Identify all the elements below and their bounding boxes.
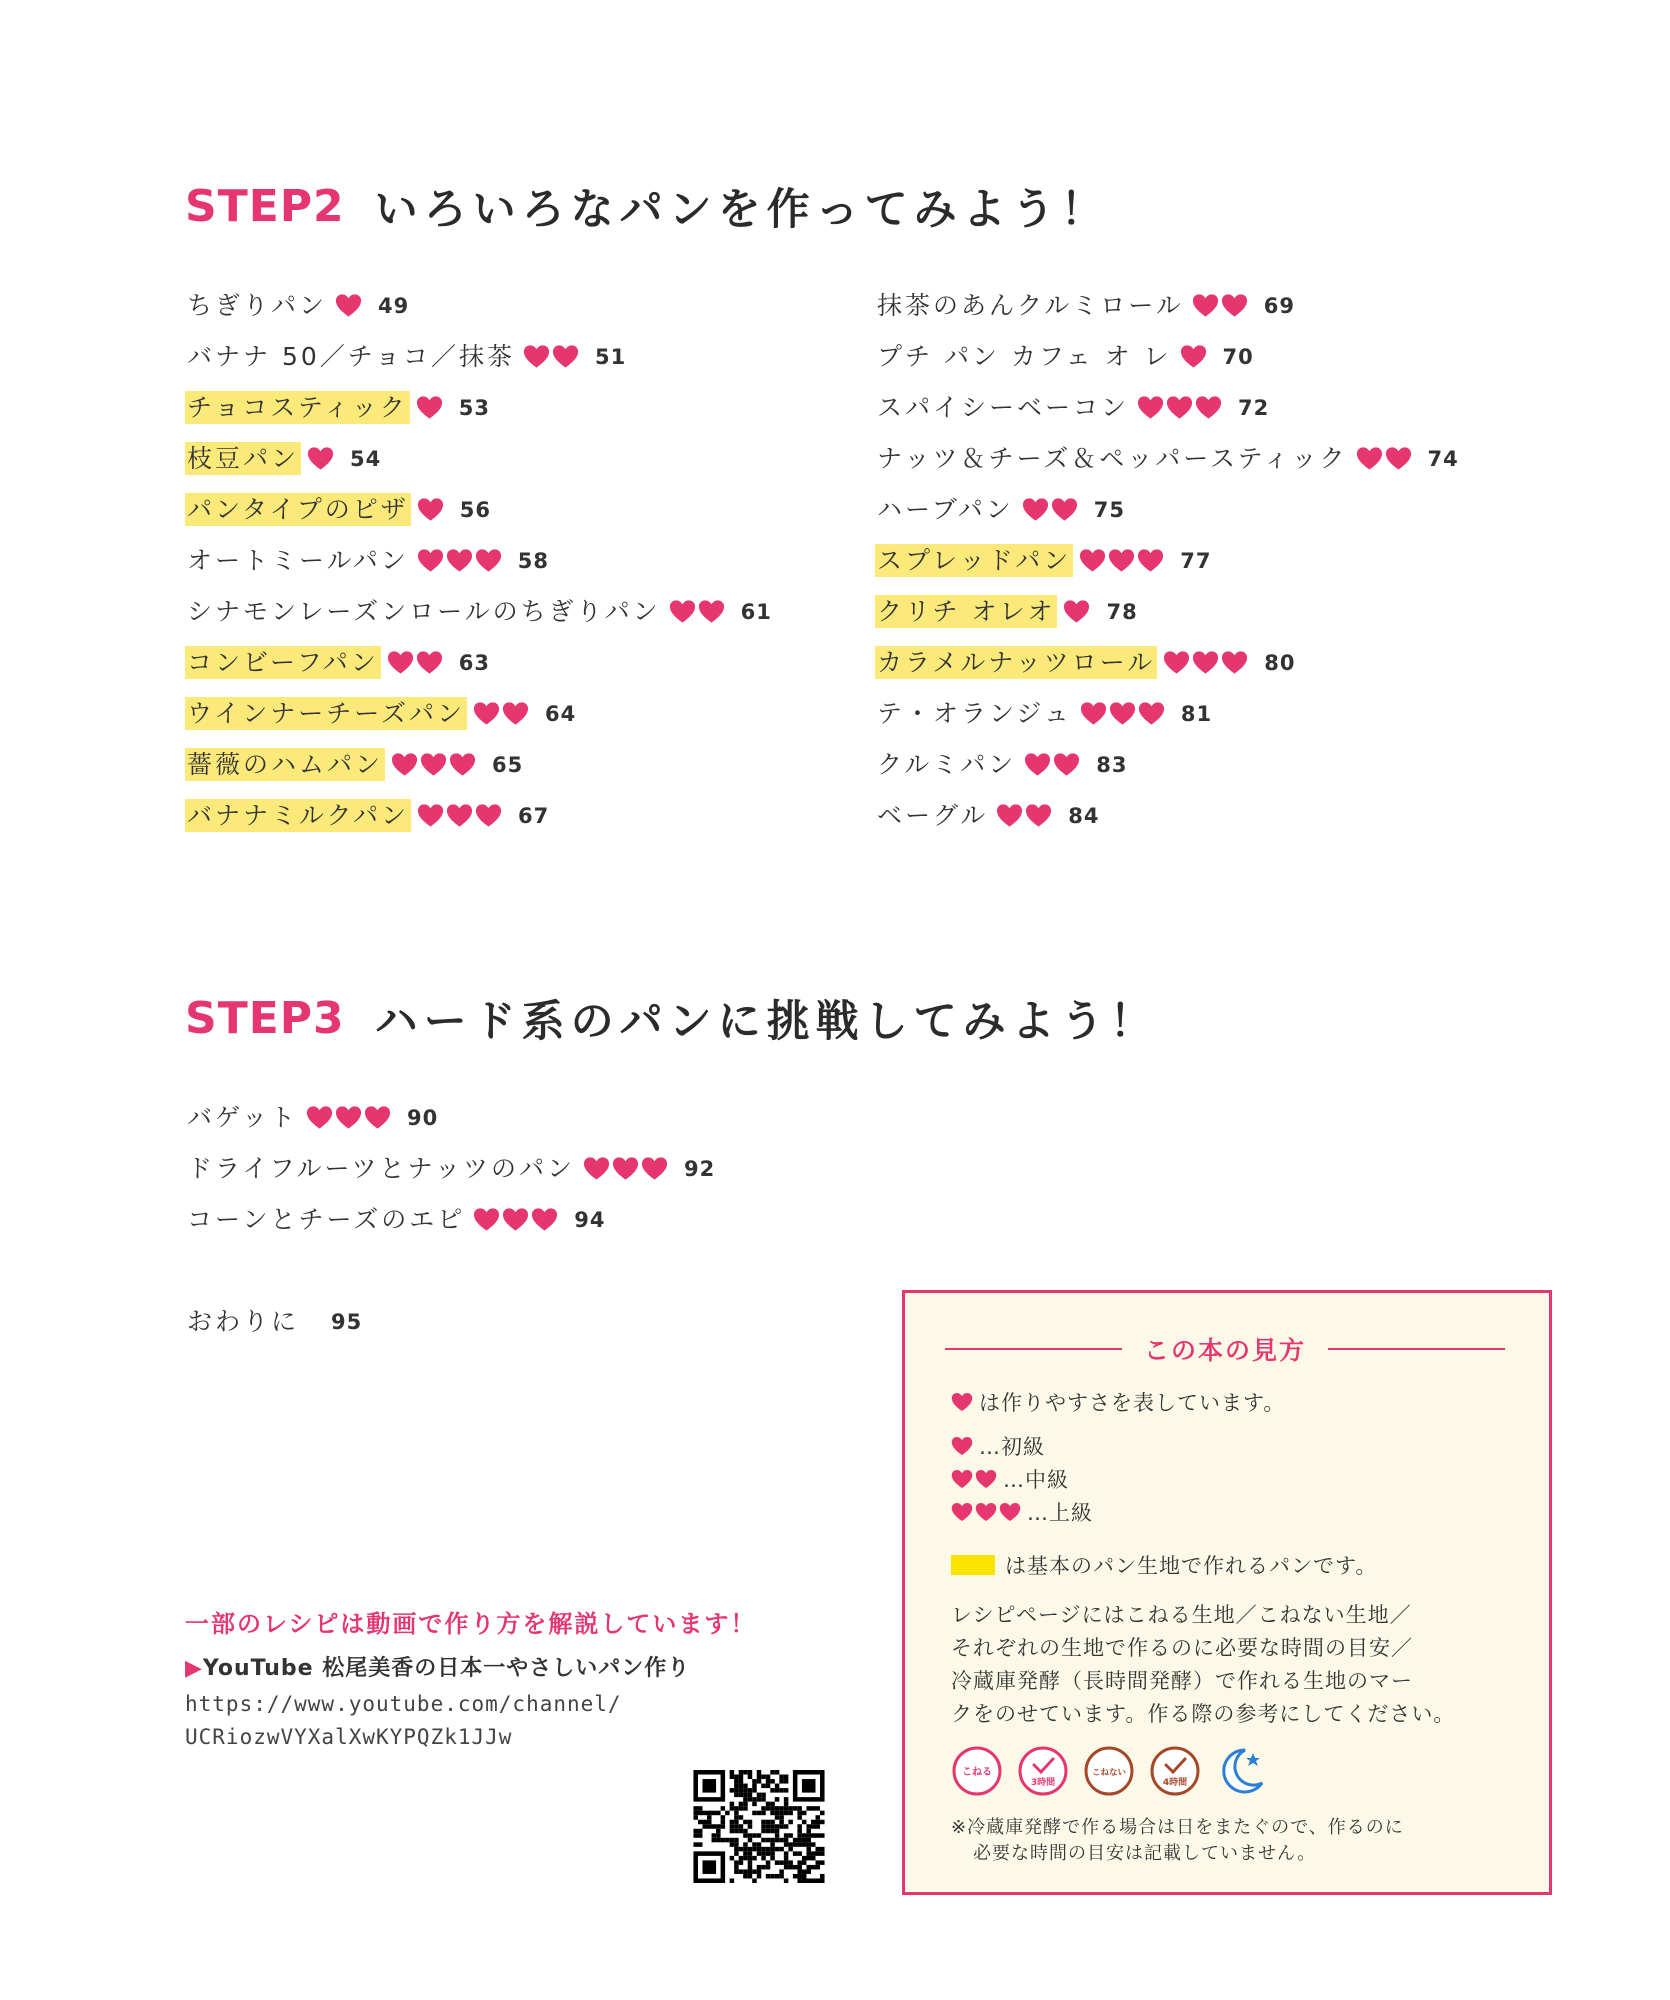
heart-icon: [446, 548, 473, 573]
toc-entry[interactable]: [875, 382, 1459, 433]
heart-icon: [531, 1207, 558, 1232]
heart-icon: [387, 650, 414, 675]
toc-entry-name: クリチ オレオ: [877, 597, 1056, 626]
heart-icon: [669, 599, 696, 624]
guide-note-line1: ※冷蔵庫発酵で作る場合は日をまたぐので、作るのに: [951, 1817, 1404, 1838]
guide-title-row: [945, 1331, 1505, 1367]
toc-entry[interactable]: [875, 688, 1459, 739]
difficulty-hearts: [417, 548, 504, 573]
heart-icon: [1163, 650, 1190, 675]
guide-para-line3: 冷蔵庫発酵（長時間発酵）で作れる生地のマー: [951, 1669, 1413, 1693]
heart-icon: [416, 650, 443, 675]
heart-icon: [1022, 497, 1049, 522]
guide-para-line4: クをのせています。作る際の参考にしてください。: [951, 1702, 1456, 1726]
step2-right-list: [875, 280, 1459, 841]
heart-icon: [502, 1207, 529, 1232]
toc-entry-name: パンタイプのピザ: [187, 495, 409, 524]
toc-entry-name: チョコスティック: [187, 393, 408, 422]
heart-icon: [975, 1469, 997, 1489]
heart-icon: [1079, 548, 1106, 573]
guide-hearts-desc: [951, 1387, 1285, 1417]
toc-entry[interactable]: [875, 280, 1459, 331]
toc-entry[interactable]: [185, 1092, 715, 1143]
difficulty-hearts: [1024, 752, 1082, 777]
owari-page: 95: [331, 1309, 363, 1334]
toc-entry-name: シナモンレーズンロールのちぎりパン: [187, 597, 661, 626]
guide-note: [951, 1815, 1404, 1867]
heart-icon: [951, 1392, 975, 1412]
toc-entry-page: 69: [1263, 293, 1295, 318]
heart-icon: [1080, 701, 1107, 726]
toc-entry-page: 75: [1093, 497, 1125, 522]
fridge-moon-star-icon: [1215, 1745, 1267, 1797]
step2-label: STEP2: [185, 181, 345, 232]
difficulty-hearts: [1180, 344, 1209, 369]
heart-icon: [473, 701, 500, 726]
heart-icon: [475, 803, 502, 828]
toc-entry[interactable]: [185, 484, 772, 535]
video-info: [185, 1604, 835, 1754]
toc-entry-page: 56: [459, 497, 491, 522]
guide-hearts-desc-text: は作りやすさを表しています。: [979, 1391, 1286, 1415]
heart-icon: [1109, 701, 1136, 726]
toc-entry[interactable]: [185, 739, 772, 790]
toc-entry-name: ベーグル: [877, 801, 989, 830]
heart-icon: [1138, 701, 1165, 726]
heart-icon: [391, 752, 418, 777]
heart-icon: [1137, 548, 1164, 573]
toc-entry-name: 枝豆パン: [187, 444, 300, 473]
difficulty-hearts: [391, 752, 478, 777]
toc-entry[interactable]: [185, 688, 772, 739]
difficulty-hearts: [1063, 599, 1092, 624]
toc-entry-name: ドライフルーツとナッツのパン: [187, 1154, 576, 1183]
difficulty-hearts: [416, 395, 445, 420]
difficulty-hearts: [669, 599, 727, 624]
toc-entry-name: バナナミルクパン: [187, 801, 410, 830]
toc-entry[interactable]: [185, 1194, 715, 1245]
heart-icon: [951, 1469, 973, 1489]
play-triangle-icon: ▶: [185, 1656, 203, 1681]
difficulty-hearts: [1192, 293, 1250, 318]
heart-icon: [335, 293, 362, 318]
heart-icon: [975, 1502, 997, 1522]
guide-beginner-text: …初級: [979, 1435, 1045, 1459]
guide-title-rule-left: [945, 1348, 1122, 1350]
toc-entry-page: 70: [1222, 344, 1254, 369]
toc-entry[interactable]: [185, 280, 772, 331]
heart-icon: [1053, 752, 1080, 777]
toc-entry-page: 80: [1264, 650, 1296, 675]
difficulty-hearts: [387, 650, 445, 675]
youtube-url-line2: UCRiozwVYXalXwKYPQZk1JJw: [185, 1725, 513, 1749]
toc-entry-page: 72: [1238, 395, 1270, 420]
toc-entry-page: 83: [1096, 752, 1128, 777]
youtube-line: [185, 1651, 835, 1682]
heart-icon: [502, 701, 529, 726]
heart-icon: [449, 752, 476, 777]
toc-entry-name: ナッツ＆チーズ＆ペッパースティック: [877, 444, 1348, 473]
heart-icon: [951, 1502, 1023, 1522]
guide-yellow-desc: [951, 1550, 1377, 1580]
difficulty-hearts: [1163, 650, 1250, 675]
heart-icon: [1356, 446, 1383, 471]
difficulty-hearts: [1356, 446, 1414, 471]
toc-entry-name: コーンとチーズのエピ: [187, 1205, 466, 1234]
heart-icon: [416, 395, 443, 420]
heart-icon: [1108, 548, 1135, 573]
toc-entry-page: 84: [1068, 803, 1100, 828]
heart-icon: [1195, 395, 1222, 420]
toc-entry[interactable]: [185, 586, 772, 637]
guide-para-line2: それぞれの生地で作るのに必要な時間の目安／: [951, 1636, 1413, 1660]
owari-entry[interactable]: [185, 1296, 362, 1347]
heart-icon: [1063, 599, 1090, 624]
guide-yellow-desc-text: は基本のパン生地で作れるパンです。: [1005, 1554, 1378, 1578]
toc-entry-name: カラメルナッツロール: [877, 648, 1156, 677]
knead-mark-label: こねる: [962, 1767, 992, 1778]
guide-advanced: [951, 1497, 1093, 1527]
toc-entry-page: 53: [458, 395, 490, 420]
guide-title: この本の見方: [1144, 1336, 1307, 1365]
step3-heading: [185, 988, 1159, 1049]
heart-icon: [951, 1469, 999, 1489]
toc-entry-name: コンビーフパン: [187, 648, 379, 677]
heart-icon: [364, 1105, 391, 1130]
difficulty-hearts: [523, 344, 581, 369]
heart-icon: [446, 803, 473, 828]
step3-label: STEP3: [185, 993, 345, 1044]
knead-mark-icon: [951, 1745, 1003, 1797]
toc-entry-name: スプレッドパン: [877, 546, 1072, 575]
toc-entry-name: オートミールパン: [187, 546, 409, 575]
toc-entry-name: スパイシーベーコン: [877, 393, 1130, 422]
toc-entry-page: 54: [350, 446, 382, 471]
toc-entry-name: バナナ 50／チョコ／抹茶: [187, 342, 516, 371]
toc-entry-page: 92: [684, 1156, 716, 1181]
toc-entry[interactable]: [185, 382, 772, 433]
guide-intermediate-text: …中級: [1003, 1468, 1069, 1492]
toc-entry-page: 81: [1180, 701, 1213, 726]
toc-entry-page: 51: [595, 344, 627, 369]
time-3h-label: 3時間: [1030, 1778, 1056, 1788]
step3-title: ハード系のパンに挑戦してみよう！: [374, 997, 1159, 1047]
time-4h-mark-icon: [1149, 1745, 1201, 1797]
toc-entry[interactable]: [875, 535, 1459, 586]
toc-entry-name: ウインナーチーズパン: [187, 699, 466, 728]
heart-icon: [475, 548, 502, 573]
time-3h-mark-icon: [1017, 1745, 1069, 1797]
owari-name: おわりに: [187, 1307, 300, 1336]
toc-entry-page: 67: [518, 803, 550, 828]
video-title: 一部のレシピは動画で作り方を解説しています！: [185, 1610, 757, 1638]
heart-icon: [999, 1502, 1021, 1522]
heart-icon: [1221, 293, 1248, 318]
heart-icon: [641, 1156, 668, 1181]
guide-paragraph: [951, 1599, 1455, 1731]
guide-box: [902, 1290, 1552, 1895]
toc-entry-page: 49: [378, 293, 410, 318]
heart-icon: [1024, 752, 1051, 777]
heart-icon: [1137, 395, 1164, 420]
toc-entry-page: 90: [407, 1105, 439, 1130]
difficulty-hearts: [307, 446, 336, 471]
difficulty-hearts: [473, 1207, 560, 1232]
difficulty-hearts: [335, 293, 364, 318]
heart-icon: [417, 548, 444, 573]
toc-entry-page: 63: [458, 650, 490, 675]
toc-entry[interactable]: [875, 331, 1459, 382]
heart-icon: [951, 1436, 973, 1456]
heart-icon: [1221, 650, 1248, 675]
step2-left-list: [185, 280, 772, 841]
youtube-channel-name: YouTube 松尾美香の日本一やさしいパン作り: [202, 1656, 691, 1681]
toc-entry[interactable]: [875, 586, 1459, 637]
difficulty-hearts: [417, 803, 504, 828]
heart-icon: [306, 1105, 333, 1130]
heart-icon: [417, 803, 444, 828]
youtube-url-line1: https://www.youtube.com/channel/: [185, 1692, 622, 1716]
step2-heading: [185, 176, 1110, 237]
toc-entry-name: 抹茶のあんクルミロール: [877, 291, 1184, 320]
difficulty-hearts: [306, 1105, 393, 1130]
toc-entry-name: バゲット: [187, 1103, 299, 1132]
heart-icon: [1192, 293, 1219, 318]
toc-entry-page: 74: [1427, 446, 1459, 471]
toc-entry[interactable]: [875, 739, 1459, 790]
heart-icon: [1180, 344, 1207, 369]
heart-icon: [612, 1156, 639, 1181]
heart-icon: [583, 1156, 610, 1181]
heart-icon: [1166, 395, 1193, 420]
difficulty-hearts: [1137, 395, 1224, 420]
guide-title-rule-right: [1328, 1348, 1505, 1350]
heart-icon: [420, 752, 447, 777]
difficulty-hearts: [1079, 548, 1166, 573]
no-knead-mark-icon: [1083, 1745, 1135, 1797]
heart-icon: [307, 446, 334, 471]
toc-entry[interactable]: [875, 484, 1459, 535]
toc-entry-page: 65: [492, 752, 524, 777]
difficulty-hearts: [1022, 497, 1080, 522]
heart-icon: [996, 803, 1023, 828]
guide-intermediate: [951, 1464, 1069, 1494]
toc-entry-name: クルミパン: [877, 750, 1017, 779]
time-4h-label: 4時間: [1162, 1778, 1188, 1788]
toc-entry-page: 64: [545, 701, 577, 726]
heart-icon: [335, 1105, 362, 1130]
heart-icon: [473, 1207, 500, 1232]
heart-icon: [523, 344, 550, 369]
heart-icon: [1025, 803, 1052, 828]
toc-entry-page: 77: [1180, 548, 1212, 573]
difficulty-hearts: [473, 701, 531, 726]
toc-entry-name: ちぎりパン: [187, 291, 328, 320]
heart-icon: [698, 599, 725, 624]
toc-entry[interactable]: [185, 1143, 715, 1194]
guide-note-line2: 必要な時間の目安は記載していません。: [973, 1843, 1317, 1864]
toc-entry-name: 薔薇のハムパン: [187, 750, 384, 779]
toc-entry-page: 94: [574, 1207, 606, 1232]
toc-entry[interactable]: [185, 433, 772, 484]
toc-entry[interactable]: [185, 790, 772, 841]
yellow-swatch: [951, 1555, 995, 1575]
heart-icon: [1192, 650, 1219, 675]
no-knead-mark-label: こねない: [1091, 1768, 1127, 1778]
step2-title: いろいろなパンを作ってみよう！: [374, 185, 1110, 235]
step3-list: [185, 1092, 715, 1245]
difficulty-hearts: [1080, 701, 1167, 726]
toc-entry-page: 78: [1106, 599, 1138, 624]
guide-beginner: [951, 1431, 1045, 1461]
toc-entry[interactable]: [875, 637, 1459, 688]
guide-advanced-text: …上級: [1027, 1501, 1093, 1525]
toc-entry-page: 61: [740, 599, 772, 624]
toc-entry[interactable]: [875, 433, 1459, 484]
toc-entry[interactable]: [185, 535, 772, 586]
toc-entry-name: プチ パン カフェ オ レ: [877, 342, 1172, 371]
toc-entry-name: ハーブパン: [877, 495, 1014, 524]
toc-entry-page: 58: [517, 548, 549, 573]
guide-para-line1: レシピページにはこねる生地／こねない生地／: [951, 1603, 1412, 1627]
difficulty-hearts: [583, 1156, 670, 1181]
youtube-url[interactable]: [185, 1688, 835, 1754]
heart-icon: [417, 497, 444, 522]
difficulty-hearts: [996, 803, 1054, 828]
qr-code-icon[interactable]: [692, 1770, 826, 1883]
difficulty-hearts: [417, 497, 446, 522]
toc-entry[interactable]: [185, 637, 772, 688]
heart-icon: [552, 344, 579, 369]
heart-icon: [1385, 446, 1412, 471]
heart-icon: [951, 1502, 973, 1522]
heart-icon: [1051, 497, 1078, 522]
dough-marks: [951, 1745, 1281, 1797]
heart-icon: [951, 1436, 975, 1456]
heart-icon: [951, 1392, 973, 1412]
toc-entry[interactable]: [185, 331, 772, 382]
toc-entry-name: テ・オランジュ: [877, 699, 1072, 728]
toc-entry[interactable]: [875, 790, 1459, 841]
